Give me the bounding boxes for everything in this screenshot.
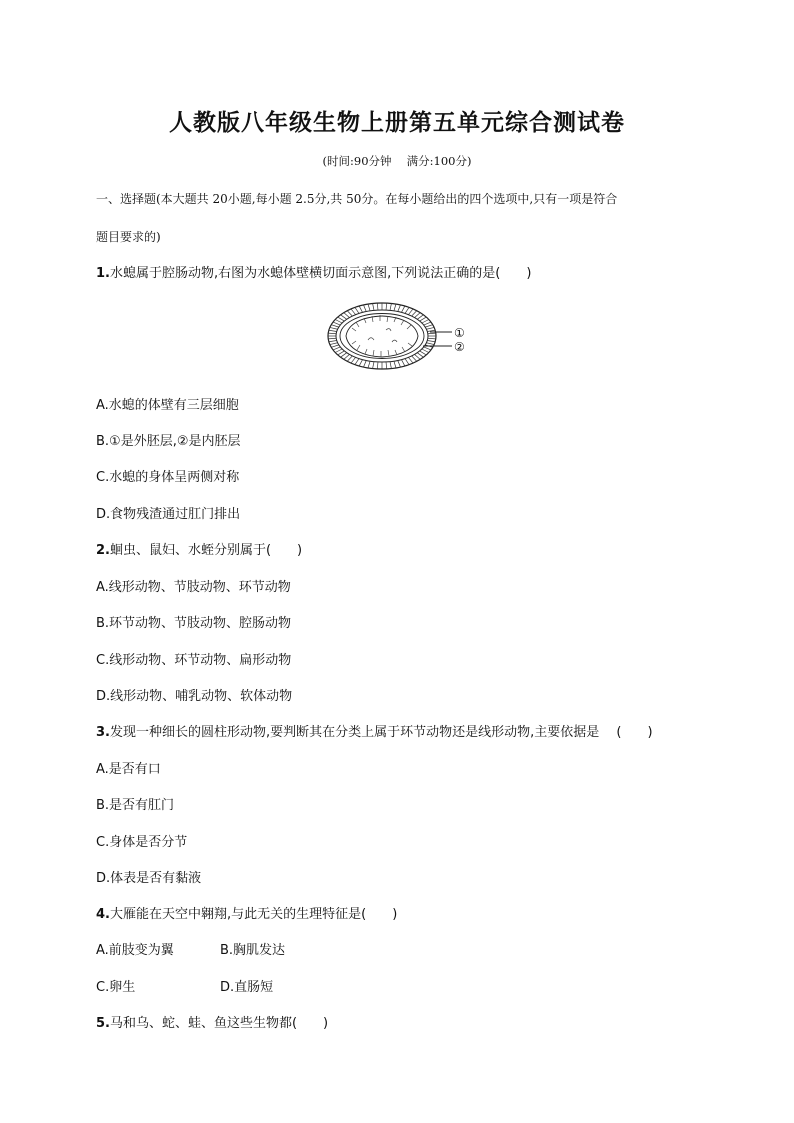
- question-1-option-d: D.食物残渣通过肛门排出: [96, 507, 241, 522]
- figure-label-2: ②: [454, 340, 465, 354]
- question-2-option-c: C.线形动物、环节动物、扁形动物: [96, 653, 292, 668]
- question-4-option-a: A.前肢变为翼: [96, 943, 174, 958]
- question-3-option-c: C.身体是否分节: [96, 835, 188, 850]
- figure-label-1: ①: [454, 326, 465, 340]
- question-4-option-c: C.卵生: [96, 980, 136, 995]
- question-5-number: 5.: [96, 1016, 110, 1031]
- page-title: 人教版八年级生物上册第五单元综合测试卷: [169, 109, 625, 136]
- question-2-number: 2.: [96, 543, 110, 558]
- question-2-stem: 蛔虫、鼠妇、水蛭分别属于( ): [109, 543, 303, 558]
- question-2-option-a: A.线形动物、节肢动物、环节动物: [96, 580, 291, 595]
- section-heading-line1: 一、选择题(本大题共 20小题,每小题 2.5分,共 50分。在每小题给出的四个选项中,只有一项是符合: [96, 192, 618, 206]
- question-3-option-d: D.体表是否有黏液: [96, 871, 202, 886]
- question-5: [96, 1012, 328, 1031]
- question-1-option-b: B.①是外胚层,②是内胚层: [96, 434, 241, 449]
- question-4-number: 4.: [96, 907, 110, 922]
- page-subtitle: (时间:90分钟 满分:100分): [322, 154, 472, 168]
- question-1-stem: 水螅属于腔肠动物,右图为水螅体壁横切面示意图,下列说法正确的是( ): [109, 266, 532, 281]
- question-4-stem: 大雁能在天空中翱翔,与此无关的生理特征是( ): [109, 907, 398, 922]
- question-2-option-b: B.环节动物、节肢动物、腔肠动物: [96, 616, 292, 631]
- question-1-option-a: A.水螅的体壁有三层细胞: [96, 398, 239, 413]
- question-3: [96, 721, 653, 740]
- question-4-option-d: D.直肠短: [220, 980, 274, 995]
- question-2-option-d: D.线形动物、哺乳动物、软体动物: [96, 689, 293, 704]
- question-3-option-b: B.是否有肛门: [96, 798, 175, 813]
- question-4-option-b: B.胸肌发达: [220, 943, 286, 958]
- question-1-number: 1.: [96, 266, 110, 281]
- question-3-number: 3.: [96, 725, 110, 740]
- hydra-cross-section-figure: [326, 300, 476, 372]
- question-1: [96, 262, 531, 281]
- question-1-option-c: C.水螅的身体呈两侧对称: [96, 470, 240, 485]
- section-heading-line2: 题目要求的): [96, 230, 161, 244]
- question-3-option-a: A.是否有口: [96, 762, 161, 777]
- question-2: [96, 539, 302, 558]
- question-3-stem: 发现一种细长的圆柱形动物,要判断其在分类上属于环节动物还是线形动物,主要依据是 ( ): [109, 725, 653, 740]
- question-5-stem: 马和乌、蛇、蛙、鱼这些生物都( ): [109, 1016, 329, 1031]
- question-4: [96, 903, 397, 922]
